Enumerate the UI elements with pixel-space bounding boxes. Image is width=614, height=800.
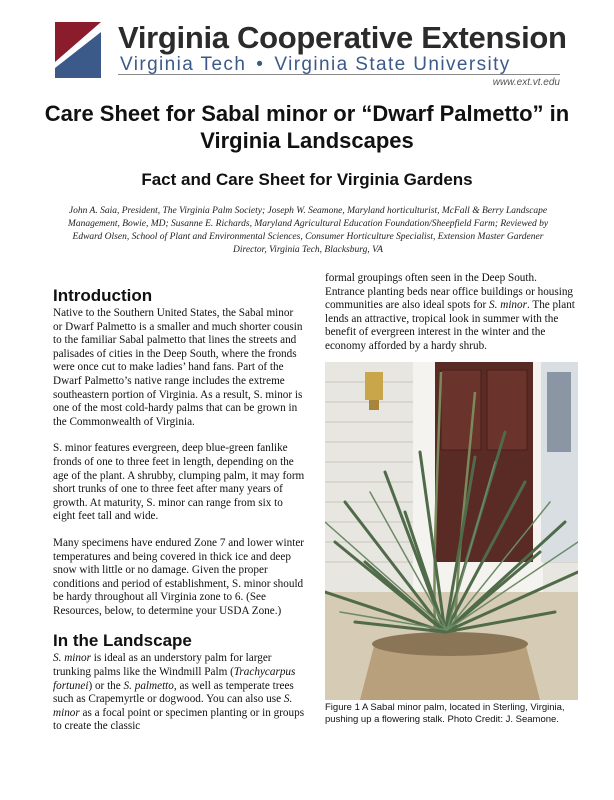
inline-species: Trachycarpus fortunei xyxy=(53,666,296,692)
landscape-paragraph-continued xyxy=(325,272,579,354)
right-column xyxy=(325,272,579,367)
inline-species: S. minor xyxy=(53,652,91,665)
intro-paragraph-3: Many specimens have endured Zone 7 and lower winter temperatures and being covered in thick ice and deep snow with little or no damage. Given the proper conditions and period of establishment, S. minor should be hardy throughout all Virginia zone to 6. (See Resources, below, to determine your USDA Zone.) xyxy=(53,536,305,617)
page-title: Care Sheet for Sabal minor or “Dwarf Palmetto” in Virginia Landscapes xyxy=(44,101,570,153)
authors-credits: John A. Saia, President, The Virginia Palm Society; Joseph W. Seamone, Maryland horticulturist, McFall & Berry Landscape Management, Bowie, MD; Susanne E. Richards, Maryland Agricultural Education Foundation/Sheepfield Farm; Reviewed by Edward Olsen, School of Plant and Environmental Sciences, Consumer Horticulture Specialist, Extension Master Gardener Director, Virginia Tech, Blacksburg, VA xyxy=(67,206,549,255)
page-subtitle: Fact and Care Sheet for Virginia Gardens xyxy=(141,170,473,189)
inline-text: ) or the xyxy=(88,679,124,692)
inline-text: , as well as temperate trees such as Crapemyrtle or dogwood. You can also use xyxy=(53,679,294,706)
org-url-link[interactable]: www.ext.vt.edu xyxy=(492,77,560,88)
inline-text: formal groupings often seen in the Deep South. Entrance planting beds near office buildings or housing communities are also ideal spots for xyxy=(325,272,574,312)
org-name: Virginia Cooperative Extension xyxy=(118,20,567,55)
landscape-heading: In the Landscape xyxy=(53,631,192,651)
introduction-heading: Introduction xyxy=(53,286,153,305)
inline-text: as a focal point or specimen planting or in groups to create the classic xyxy=(53,706,305,733)
intro-paragraph-1: Native to the Southern United States, the Sabal minor or Dwarf Palmetto is a smaller and much shorter cousin to the familiar Sabal palmetto that lines the streets and palisades of cities in the Deep South, where the fronds were once cut to make ladies’ hand fans. Part of the Dwarf Palmetto’s native range includes the extreme southeastern portion of Virginia. As a result, S. minor is one of the most cold-hardy palms that can be grown in the Commonwealth of Virginia. xyxy=(53,307,303,428)
inline-species: S. minor xyxy=(53,693,293,719)
inline-text: is ideal as an understory palm for larger trunking palms like the Windmill Palm ( xyxy=(53,652,272,679)
org-sub-right: Virginia State University xyxy=(274,54,511,75)
intro-paragraph-2: S. minor features evergreen, deep blue-green fanlike fronds of one to three feet in length, depending on the age of the plant. A shrubby, clumping palm, it may form short trunks of one to three feet after many years of growth. At maturity, S. minor can range from six to eight feet tall and wide. xyxy=(53,442,305,523)
inline-text: . The plant lends an attractive, tropical look in summer with the benefit of evergreen interest in the winter and the economy afforded by a hardy shrub. xyxy=(325,299,575,352)
left-column xyxy=(53,282,305,747)
org-sub-separator: • xyxy=(256,54,265,75)
inline-species: S. minor xyxy=(489,299,527,312)
vce-logo-icon xyxy=(55,22,101,78)
org-sub-left: Virginia Tech xyxy=(120,54,247,75)
figure-caption: Figure 1 A Sabal minor palm, located in Sterling, Virginia, pushing up a flowering stalk. Photo Credit: J. Seamone. xyxy=(325,702,565,725)
org-subtitle xyxy=(120,54,511,76)
inline-species: S. palmetto xyxy=(123,679,174,692)
landscape-paragraph-1 xyxy=(53,652,305,734)
palm-photo xyxy=(325,362,578,700)
